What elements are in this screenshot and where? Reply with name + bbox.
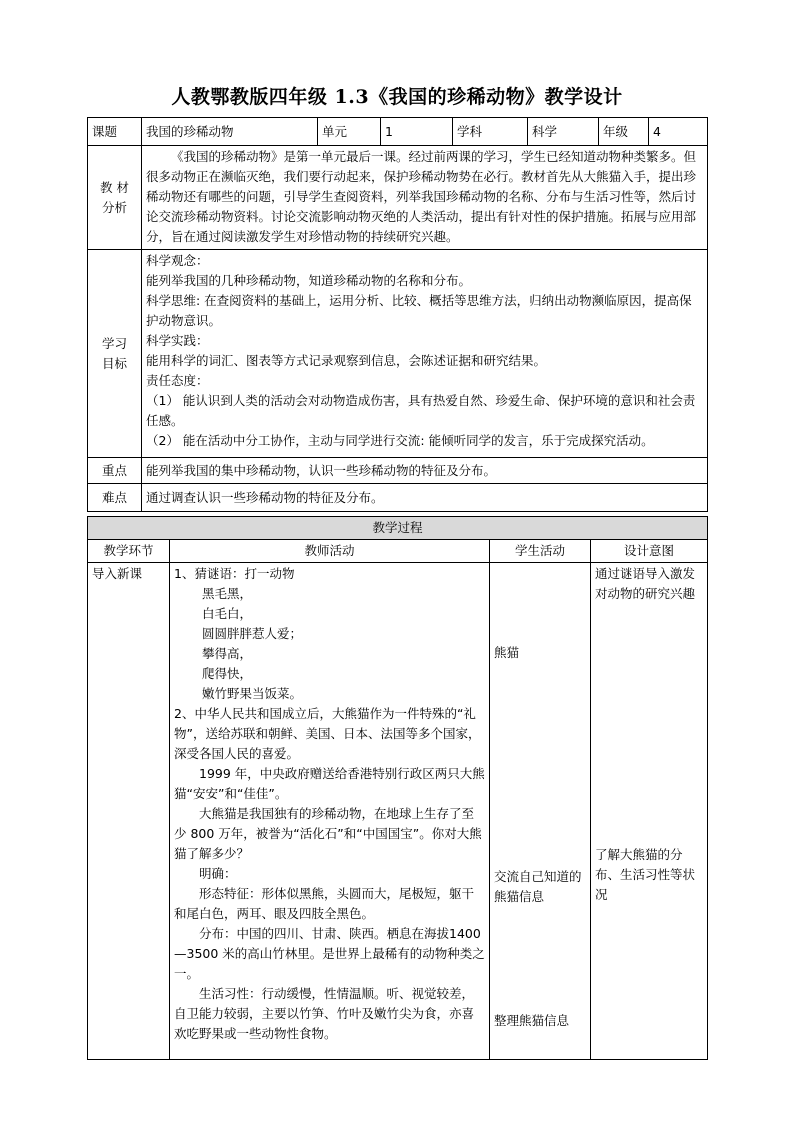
- riddle-title: 1、猜谜语：打一动物: [174, 566, 295, 581]
- student-answer: 整理熊猫信息: [494, 1013, 570, 1028]
- lesson-value: 我国的珍稀动物: [142, 118, 318, 146]
- goal-line: 能用科学的词汇、图表等方式记录观察到信息，会陈述证据和研究结果。: [146, 353, 547, 368]
- key-point-row: [88, 458, 708, 484]
- student-activity: [490, 563, 591, 1060]
- column-header: 学生活动: [490, 540, 591, 563]
- goal-line: 科学思维: 在查阅资料的基础上，运用分析、比较、概括等思维方法，归纳出动物濒临原因，提高保护动物意识。: [146, 293, 692, 328]
- subject-label: 学科: [453, 118, 528, 146]
- difficulty-label: 难点: [88, 484, 142, 512]
- goal-line: （1） 能认识到人类的活动会对动物造成伤害，具有热爱自然、珍爱生命、保护环境的意识和社会责任感。: [146, 393, 696, 428]
- riddle-line: 嫩竹野果当饭菜。: [202, 686, 303, 701]
- intent-text: 通过谜语导入激发对动物的研究兴趣: [595, 566, 696, 601]
- document-title: 人教鄂教版四年级 1.3《我国的珍稀动物》教学设计: [171, 86, 623, 108]
- process-header-row: [88, 517, 708, 540]
- goal-line: 能列举我国的几种珍稀动物，知道珍稀动物的名称和分布。: [146, 273, 472, 288]
- teacher-paragraph: 分布：中国的四川、甘肃、陕西。栖息在海拔1400—3500 米的高山竹林里。是世界上最稀有的动物种类之一。: [174, 926, 485, 981]
- key-point-label: 重点: [88, 458, 142, 484]
- teacher-paragraph: 大熊猫是我国独有的珍稀动物，在地球上生存了至少 800 万年，被誉为“活化石”和“中国国宝”。你对大熊猫了解多少？: [174, 806, 482, 861]
- unit-label: 单元: [318, 118, 381, 146]
- process-header: 教学过程: [88, 517, 708, 540]
- goals-text: [142, 250, 708, 458]
- goal-line: （2） 能在活动中分工协作，主动与同学进行交流: 能倾听同学的发言，乐于完成探究活动。: [146, 433, 654, 448]
- stage-cell: 导入新课: [88, 563, 170, 1060]
- student-answer: 交流自己知道的熊猫信息: [494, 869, 582, 904]
- column-header: 教学环节: [88, 540, 170, 563]
- info-row: [88, 118, 708, 146]
- process-row: [88, 563, 708, 1060]
- teacher-activity: [170, 563, 490, 1060]
- material-row: [88, 146, 708, 250]
- riddle-line: 白毛白，: [202, 606, 253, 621]
- teacher-paragraph: 生活习性：行动缓慢，性情温顺。听、视觉较差，自卫能力较弱，主要以竹笋、竹叶及嫩竹尖为食，亦喜欢吃野果或一些动物性食物。: [174, 986, 475, 1041]
- column-header: 教师活动: [170, 540, 490, 563]
- riddle-line: 爬得快，: [202, 666, 253, 681]
- material-label: 教 材 分析: [88, 146, 142, 250]
- design-intent: [591, 563, 708, 1060]
- intent-text: 了解大熊猫的分布、生活习性等状况: [595, 847, 696, 902]
- teacher-paragraph: 2、中华人民共和国成立后，大熊猫作为一件特殊的“礼物”，送给苏联和朝鲜、美国、日本、法国等多个国家，深受各国人民的喜爱。: [174, 706, 481, 761]
- lesson-label: 课题: [88, 118, 142, 146]
- teacher-paragraph: 形态特征：形体似黑熊，头圆而大，尾极短，躯干和尾白色，两耳、眼及四肢全黑色。: [174, 886, 475, 921]
- subject-value: 科学: [528, 118, 599, 146]
- goals-row: [88, 250, 708, 458]
- key-point-text: 能列举我国的集中珍稀动物，认识一些珍稀动物的特征及分布。: [142, 458, 708, 484]
- difficulty-row: [88, 484, 708, 512]
- teaching-process-table: [87, 516, 708, 1060]
- riddle-line: 黑毛黑，: [202, 586, 253, 601]
- riddle-line: 圆圆胖胖惹人爱；: [202, 626, 303, 641]
- column-header: 设计意图: [591, 540, 708, 563]
- column-header-row: [88, 540, 708, 563]
- difficulty-text: 通过调查认识一些珍稀动物的特征及分布。: [142, 484, 708, 512]
- teacher-paragraph: 1999 年，中央政府赠送给香港特别行政区两只大熊猫“安安”和“佳佳”。: [174, 766, 485, 801]
- riddle-line: 攀得高，: [202, 646, 253, 661]
- goal-line: 科学观念：: [146, 253, 209, 268]
- student-answer: 熊猫: [494, 645, 520, 660]
- goals-label: 学习 目标: [88, 250, 142, 458]
- goal-line: 责任态度：: [146, 373, 209, 388]
- teacher-paragraph: 明确：: [199, 866, 237, 881]
- unit-value: 1: [381, 118, 453, 146]
- grade-value: 4: [649, 118, 708, 146]
- lesson-info-table: [87, 117, 708, 512]
- material-text: 《我国的珍稀动物》是第一单元最后一课。经过前两课的学习，学生已经知道动物种类繁多。但很多动物正在濒临灭绝，我们要行动起来，保护珍稀动物势在必行。教材首先从大熊猫入手，提出珍稀动物还有哪些的问题，引导学生查阅资料，列举我国珍稀动物的名称、分布与生活习性等，然后讨论交流珍稀动物资料。讨论交流影响动物灭绝的人类活动，提出有针对性的保护措施。拓展与应用部分，旨在通过阅读激发学生对珍惜动物的持续研究兴趣。: [142, 146, 708, 250]
- goal-line: 科学实践：: [146, 333, 209, 348]
- grade-label: 年级: [599, 118, 649, 146]
